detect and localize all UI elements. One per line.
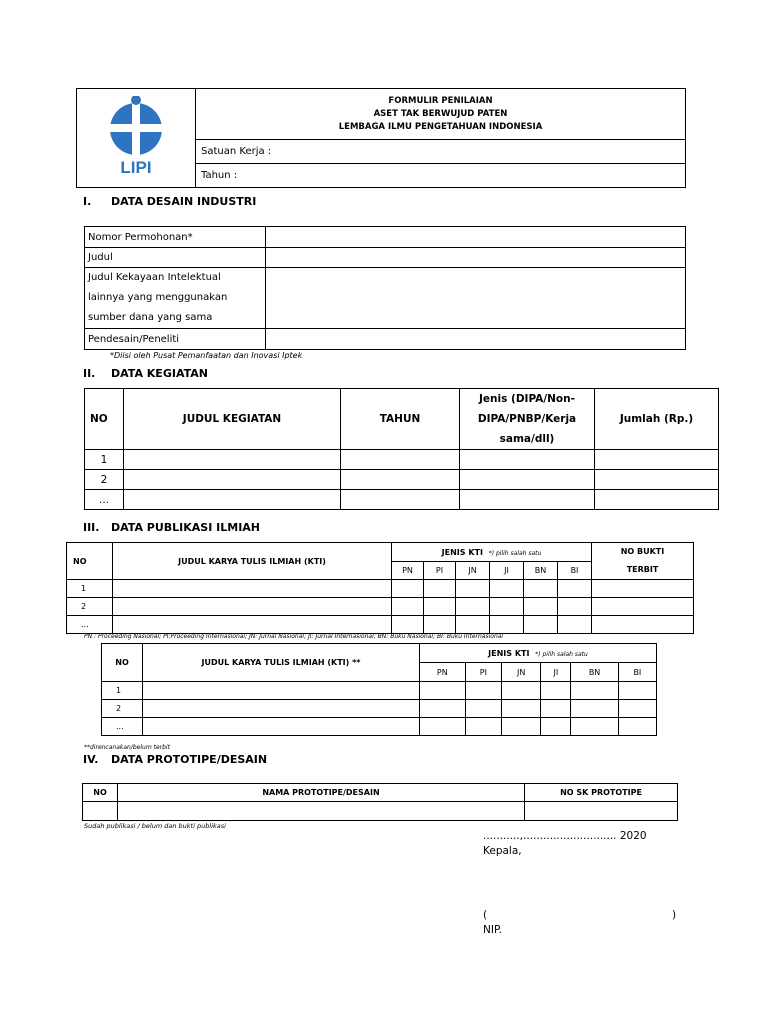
kegiatan-header-judul: JUDUL KEGIATAN [124, 389, 341, 450]
table-row [85, 490, 719, 510]
nomor-permohonan-label: Nomor Permohonan* [85, 227, 266, 248]
row-number: ... [85, 490, 124, 510]
prototipe-table [82, 783, 678, 821]
section-1-heading: I. DATA DESAIN INDUSTRI [83, 195, 257, 208]
publikasi-header-judul: JUDUL KARYA TULIS ILMIAH (KTI) [113, 543, 392, 580]
table-row [67, 616, 694, 634]
sub-ji: JI [490, 562, 524, 580]
section-1-note: *Diisi oleh Pusat Pemanfaatan dan Inovasi Iptek [110, 351, 303, 360]
kegiatan-header-no: NO [85, 389, 124, 450]
pendesain-label: Pendesain/Peneliti [85, 329, 266, 350]
kegiatan-header-jumlah: Jumlah (Rp.) [595, 389, 719, 450]
pendesain-value[interactable] [266, 329, 686, 350]
satuan-kerja-field[interactable]: Satuan Kerja : [196, 140, 686, 164]
form-title-cell [196, 89, 686, 140]
prototipe-header-no: NO [83, 784, 118, 802]
row-number: 2 [85, 470, 124, 490]
section-3-heading: III. DATA PUBLIKASI ILMIAH [83, 521, 261, 534]
sub-bi: BI [558, 562, 592, 580]
table-row [85, 470, 719, 490]
signature-paren-close: ) [672, 909, 677, 921]
form-title-line-2: ASET TAK BERWUJUD PATEN [373, 108, 508, 119]
sub-bn: BN [571, 663, 618, 682]
lipi-logo [101, 96, 171, 176]
row-number: ... [67, 616, 113, 634]
sub-bn: BN [524, 562, 558, 580]
form-title-line-3: LEMBAGA ILMU PENGETAHUAN INDONESIA [338, 121, 543, 132]
table-row [102, 700, 657, 718]
row-number: ... [102, 718, 143, 736]
desain-industri-table [84, 226, 686, 350]
prototipe-header-sk: NO SK PROTOTIPE [525, 784, 678, 802]
table-row [102, 718, 657, 736]
kti-legend: PN : Proceeding Nasional; PI:Proceeding Internasional; JN: Jurnal Nasional; JI: Jurnal Internasional; BN: Buku Nasional; BI: Buku Internasional [84, 633, 504, 640]
prototipe-note: Sudah publikasi / belum dan bukti publikasi [84, 822, 226, 830]
judul-ki-label: Judul Kekayaan Intelektual lainnya yang menggunakan sumber dana yang sama [85, 268, 266, 329]
publikasi-header-no: NO [67, 543, 113, 580]
row-number: 1 [102, 682, 143, 700]
signature-kepala: Kepala, [483, 845, 522, 857]
nomor-permohonan-value[interactable] [266, 227, 686, 248]
judul-label: Judul [85, 248, 266, 268]
table-row [67, 598, 694, 616]
sub-pn: PN [420, 663, 466, 682]
prototipe-header-nama: NAMA PROTOTIPE/DESAIN [118, 784, 525, 802]
planned-header-no: NO [102, 644, 143, 682]
planned-note: **direncanakan/belum terbit [84, 744, 170, 751]
kegiatan-header-tahun: TAHUN [341, 389, 460, 450]
tahun-field[interactable]: Tahun : [196, 164, 686, 188]
planned-header-judul: JUDUL KARYA TULIS ILMIAH (KTI) ** [143, 644, 420, 682]
signature-nip: NIP. [483, 924, 502, 936]
publikasi-planned-table [101, 643, 657, 736]
form-title-line-1: FORMULIR PENILAIAN [388, 95, 493, 106]
logo-cell [77, 89, 196, 188]
publikasi-header-jenis: JENIS KTI *) pilih salah satu [392, 543, 592, 562]
judul-value[interactable] [266, 248, 686, 268]
sub-pn: PN [392, 562, 424, 580]
sub-pi: PI [465, 663, 501, 682]
planned-header-jenis: JENIS KTI *) pilih salah satu [420, 644, 657, 663]
row-number: 2 [67, 598, 113, 616]
publikasi-header-bukti: NO BUKTI TERBIT [592, 543, 694, 580]
signature-paren-open: ( [483, 909, 488, 921]
logo-text: LIPI [120, 158, 152, 176]
table-row [102, 682, 657, 700]
row-number: 2 [102, 700, 143, 718]
sub-ji: JI [541, 663, 571, 682]
kegiatan-table [84, 388, 719, 510]
table-row [85, 450, 719, 470]
signature-date: ...........,............................ 2020 [483, 830, 647, 842]
section-2-heading: II. DATA KEGIATAN [83, 367, 208, 380]
sub-bi: BI [618, 663, 656, 682]
row-number: 1 [67, 580, 113, 598]
judul-ki-value[interactable] [266, 268, 686, 329]
kegiatan-header-jenis: Jenis (DIPA/Non- DIPA/PNBP/Kerja sama/dll) [460, 389, 595, 450]
header-table [76, 88, 686, 188]
sub-jn: JN [456, 562, 490, 580]
publikasi-table [66, 542, 694, 634]
section-4-heading: IV. DATA PROTOTIPE/DESAIN [83, 753, 268, 766]
sub-pi: PI [424, 562, 456, 580]
sub-jn: JN [502, 663, 541, 682]
table-row [83, 802, 678, 821]
row-number: 1 [85, 450, 124, 470]
table-row [67, 580, 694, 598]
